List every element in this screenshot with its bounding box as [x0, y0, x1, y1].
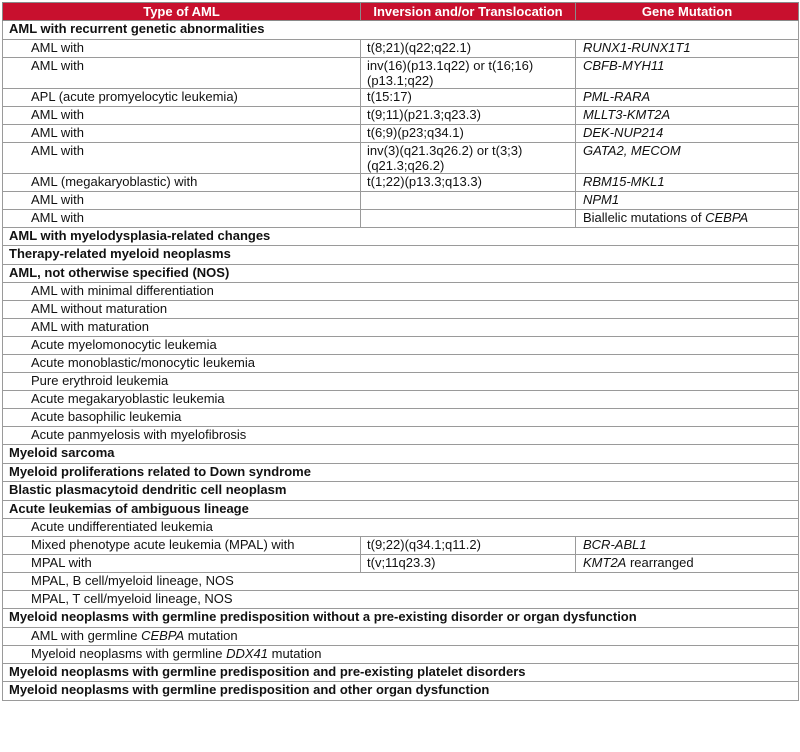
gene-text: rearranged	[626, 555, 694, 570]
table-row	[3, 39, 799, 57]
subtype-text: mutation	[184, 627, 238, 643]
subtype-cell: MPAL, T cell/myeloid lineage, NOS	[3, 591, 799, 609]
gene-mutation-cell	[576, 191, 799, 209]
gene-name: CEBPA	[141, 627, 185, 643]
category-row	[3, 445, 799, 464]
subtype-cell: AML with maturation	[3, 319, 799, 337]
category-row	[3, 463, 799, 482]
subtype-cell: Acute megakaryoblastic leukemia	[3, 391, 799, 409]
table-row	[3, 283, 799, 301]
table-row	[3, 124, 799, 142]
subtype-cell: AML with	[3, 57, 361, 88]
subtype-text: Myeloid neoplasms with germline	[31, 645, 227, 661]
gene-mutation-cell	[576, 39, 799, 57]
table-row	[3, 319, 799, 337]
gene-name: DEK-NUP214	[583, 124, 664, 140]
table-row	[3, 627, 799, 645]
gene-mutation-cell	[576, 537, 799, 555]
table-row	[3, 645, 799, 663]
subtype-cell: AML with	[3, 106, 361, 124]
table-row	[3, 88, 799, 106]
category-cell: Therapy-related myeloid neoplasms	[3, 246, 799, 265]
category-cell: Myeloid sarcoma	[3, 445, 799, 464]
table-row	[3, 555, 799, 573]
subtype-cell	[3, 645, 799, 663]
category-row	[3, 682, 799, 701]
table-row	[3, 591, 799, 609]
category-cell: Myeloid proliferations related to Down syndrome	[3, 463, 799, 482]
subtype-cell: AML with	[3, 209, 361, 227]
gene-text: Biallelic mutations of	[583, 209, 706, 225]
subtype-cell: AML with	[3, 191, 361, 209]
subtype-cell: Mixed phenotype acute leukemia (MPAL) with	[3, 537, 361, 555]
category-row	[3, 21, 799, 40]
category-row	[3, 264, 799, 283]
header-type-of-aml: Type of AML	[3, 3, 361, 21]
subtype-cell: AML with	[3, 142, 361, 173]
translocation-cell: t(15:17)	[361, 88, 576, 106]
gene-mutation-cell	[576, 209, 799, 227]
subtype-cell: APL (acute promyelocytic leukemia)	[3, 88, 361, 106]
category-row	[3, 500, 799, 519]
table-row	[3, 142, 799, 173]
gene-mutation-cell	[576, 173, 799, 191]
subtype-cell: MPAL, B cell/myeloid lineage, NOS	[3, 573, 799, 591]
subtype-cell: Acute panmyelosis with myelofibrosis	[3, 427, 799, 445]
category-row	[3, 246, 799, 265]
category-row	[3, 609, 799, 628]
header-inversion-translocation: Inversion and/or Translocation	[361, 3, 576, 21]
gene-name: CEBPA	[705, 209, 749, 225]
gene-name: RBM15-MKL1	[583, 173, 665, 189]
category-cell: Myeloid neoplasms with germline predisposition without a pre-existing disorder or organ dysfunction	[3, 609, 799, 628]
table-row	[3, 106, 799, 124]
translocation-cell: t(9;22)(q34.1;q11.2)	[361, 537, 576, 555]
gene-name: RUNX1-RUNX1T1	[583, 39, 691, 55]
aml-classification-table	[2, 2, 799, 701]
table-row	[3, 427, 799, 445]
translocation-cell: t(1;22)(p13.3;q13.3)	[361, 173, 576, 191]
category-cell: Myeloid neoplasms with germline predisposition and pre-existing platelet disorders	[3, 663, 799, 682]
gene-name: KMT2A	[583, 555, 627, 570]
subtype-cell: MPAL with	[3, 555, 361, 573]
subtype-text: AML with germline	[31, 627, 142, 643]
subtype-cell: AML with minimal differentiation	[3, 283, 799, 301]
subtype-cell: Pure erythroid leukemia	[3, 373, 799, 391]
category-row	[3, 663, 799, 682]
table-row	[3, 209, 799, 227]
table-row	[3, 573, 799, 591]
category-cell: AML with myelodysplasia-related changes	[3, 227, 799, 246]
gene-mutation-cell	[576, 88, 799, 106]
table-row	[3, 173, 799, 191]
category-cell: Myeloid neoplasms with germline predisposition and other organ dysfunction	[3, 682, 799, 701]
table-row	[3, 537, 799, 555]
subtype-cell: AML with	[3, 39, 361, 57]
subtype-cell: Acute monoblastic/monocytic leukemia	[3, 355, 799, 373]
category-cell: AML with recurrent genetic abnormalities	[3, 21, 799, 40]
gene-name: CBFB-MYH11	[583, 57, 665, 73]
gene-mutation-cell	[576, 106, 799, 124]
translocation-cell: t(9;11)(p21.3;q23.3)	[361, 106, 576, 124]
header-gene-mutation: Gene Mutation	[576, 3, 799, 21]
gene-name: PML-RARA	[583, 88, 651, 104]
gene-name: MLLT3-KMT2A	[583, 106, 671, 122]
table-row	[3, 519, 799, 537]
table-row	[3, 191, 799, 209]
translocation-cell	[361, 191, 576, 209]
subtype-cell: Acute myelomonocytic leukemia	[3, 337, 799, 355]
table-row	[3, 57, 799, 88]
translocation-cell: t(v;11q23.3)	[361, 555, 576, 573]
category-cell: Acute leukemias of ambiguous lineage	[3, 500, 799, 519]
table-row	[3, 301, 799, 319]
category-row	[3, 482, 799, 501]
gene-mutation-cell	[576, 555, 799, 573]
subtype-cell: Acute undifferentiated leukemia	[3, 519, 799, 537]
translocation-cell: inv(3)(q21.3q26.2) or t(3;3)(q21.3;q26.2)	[361, 142, 576, 173]
gene-mutation-cell	[576, 142, 799, 173]
subtype-cell	[3, 627, 799, 645]
translocation-cell: t(8;21)(q22;q22.1)	[361, 39, 576, 57]
translocation-cell	[361, 209, 576, 227]
subtype-cell: Acute basophilic leukemia	[3, 409, 799, 427]
subtype-cell: AML (megakaryoblastic) with	[3, 173, 361, 191]
subtype-cell: AML with	[3, 124, 361, 142]
table-row	[3, 391, 799, 409]
gene-mutation-cell	[576, 57, 799, 88]
table-row	[3, 337, 799, 355]
translocation-cell: t(6;9)(p23;q34.1)	[361, 124, 576, 142]
category-cell: AML, not otherwise specified (NOS)	[3, 264, 799, 283]
gene-mutation-cell	[576, 124, 799, 142]
translocation-cell: inv(16)(p13.1q22) or t(16;16)(p13.1;q22)	[361, 57, 576, 88]
table-row	[3, 409, 799, 427]
subtype-cell: AML without maturation	[3, 301, 799, 319]
gene-name: NPM1	[583, 191, 620, 207]
header-row	[3, 3, 799, 21]
category-row	[3, 227, 799, 246]
gene-name: DDX41	[226, 645, 269, 661]
gene-name: BCR-ABL1	[583, 537, 647, 552]
subtype-text: mutation	[268, 645, 322, 661]
table-body	[3, 21, 799, 701]
category-cell: Blastic plasmacytoid dendritic cell neoplasm	[3, 482, 799, 501]
table-row	[3, 373, 799, 391]
gene-name: GATA2, MECOM	[583, 142, 681, 158]
table-row	[3, 355, 799, 373]
